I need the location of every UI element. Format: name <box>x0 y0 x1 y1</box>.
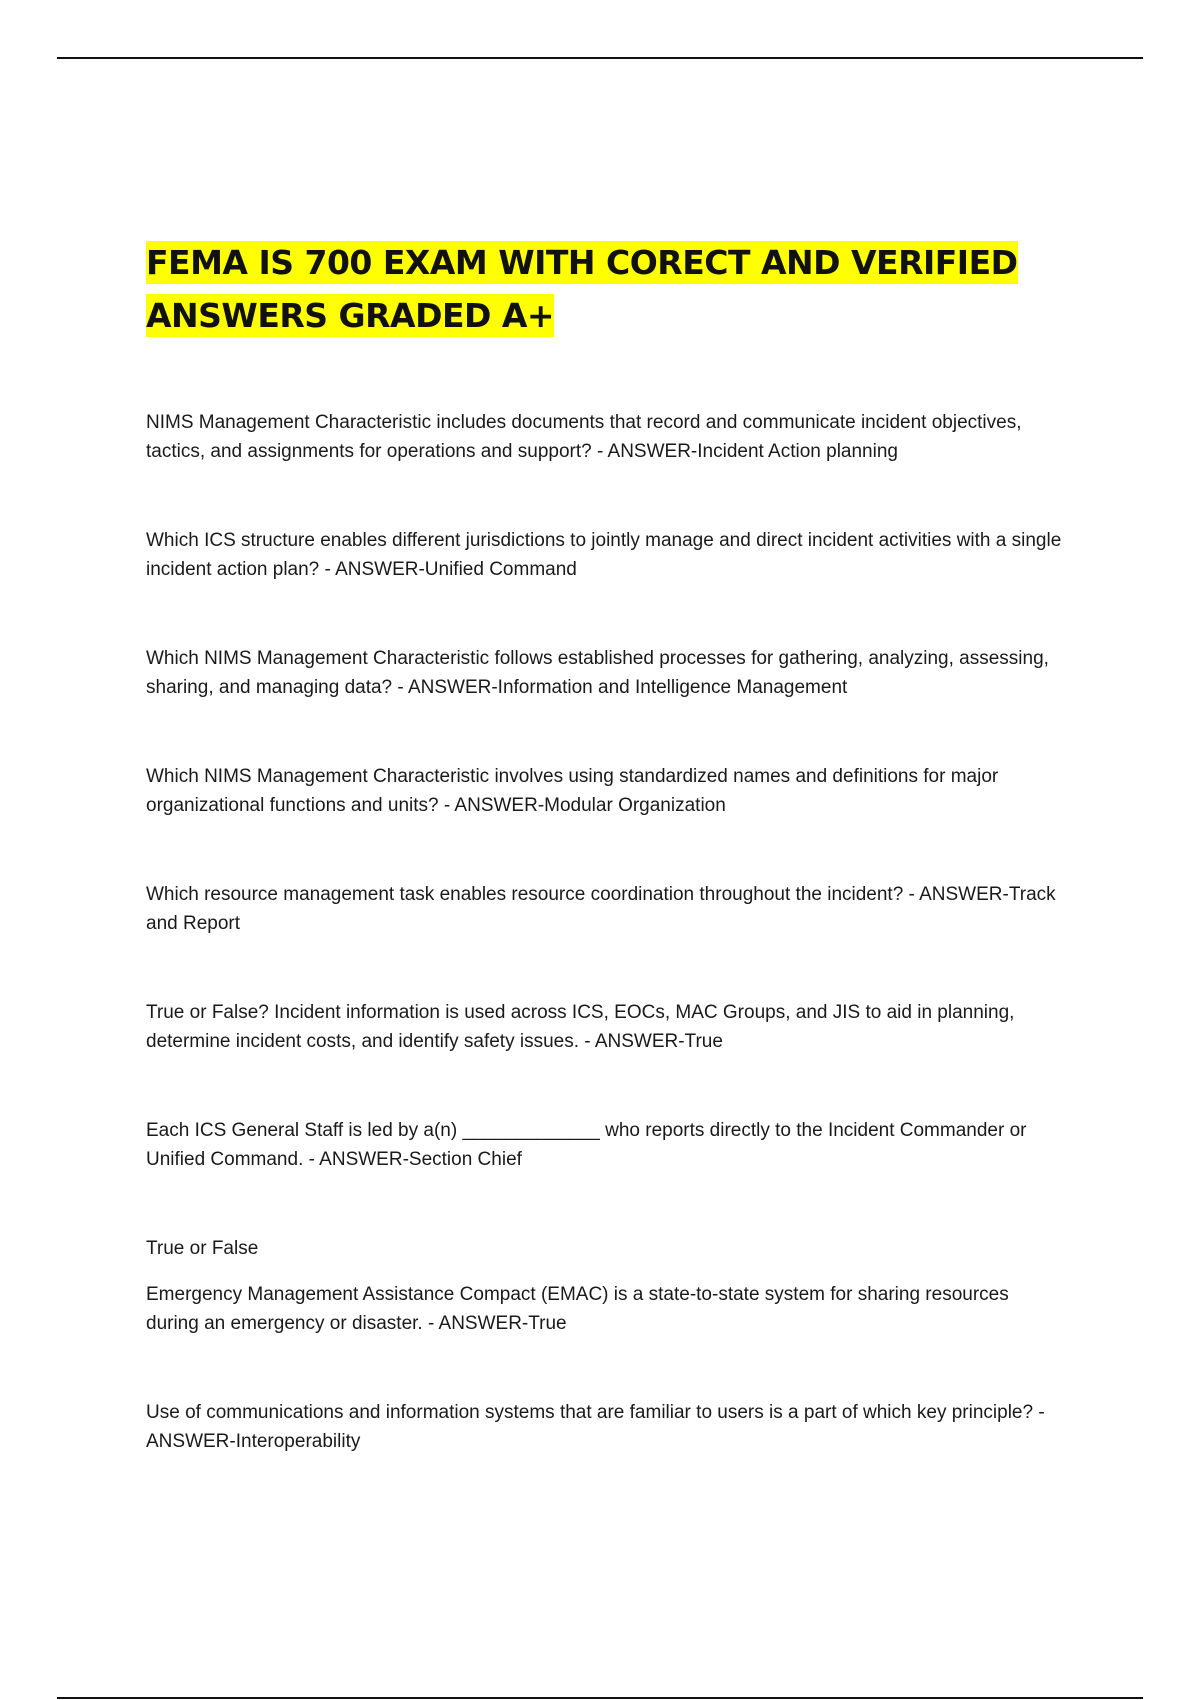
qa-item <box>146 408 1066 466</box>
qa-item <box>146 762 1066 820</box>
qa-item <box>146 644 1066 702</box>
qa-item-lead: True or False <box>146 1238 259 1259</box>
qa-item-text: Each ICS General Staff is led by a(n) _____________ who reports directly to the Incident Commander or Unified Command. - ANSWER-Section Chief <box>146 1120 1027 1170</box>
document-title <box>146 236 1066 342</box>
qa-item-text: Which resource management task enables resource coordination throughout the incident? - ANSWER-Track and Report <box>146 884 1056 934</box>
qa-item <box>146 880 1066 938</box>
qa-item-text: NIMS Management Characteristic includes documents that record and communicate incident objectives, tactics, and assignments for operations and support? - ANSWER-Incident Action planning <box>146 412 1022 462</box>
qa-item-text: Use of communications and information systems that are familiar to users is a part of which key principle? - ANSWER-Interoperability <box>146 1402 1045 1452</box>
qa-item <box>146 526 1066 584</box>
top-divider <box>57 57 1143 59</box>
qa-item-text: Emergency Management Assistance Compact (EMAC) is a state-to-state system for sharing resources during an emergency or disaster. - ANSWER-True <box>146 1284 1009 1334</box>
qa-item <box>146 1116 1066 1174</box>
document-body <box>146 236 1066 1516</box>
qa-item-text: Which ICS structure enables different jurisdictions to jointly manage and direct incident activities with a single incident action plan? - ANSWER-Unified Command <box>146 530 1062 580</box>
qa-item-text: Which NIMS Management Characteristic follows established processes for gathering, analyzing, assessing, sharing, and managing data? - ANSWER-Information and Intelligence Management <box>146 648 1049 698</box>
qa-item <box>146 1398 1066 1456</box>
qa-item <box>146 998 1066 1056</box>
bottom-divider <box>57 1697 1143 1699</box>
qa-item-text: True or False? Incident information is used across ICS, EOCs, MAC Groups, and JIS to aid in planning, determine incident costs, and identify safety issues. - ANSWER-True <box>146 1002 1015 1052</box>
qa-item-text: Which NIMS Management Characteristic involves using standardized names and definitions for major organizational functions and units? - ANSWER-Modular Organization <box>146 766 999 816</box>
qa-item <box>146 1234 1066 1338</box>
document-title-highlight: FEMA IS 700 EXAM WITH CORECT AND VERIFIED ANSWERS GRADED A+ <box>146 243 1018 335</box>
